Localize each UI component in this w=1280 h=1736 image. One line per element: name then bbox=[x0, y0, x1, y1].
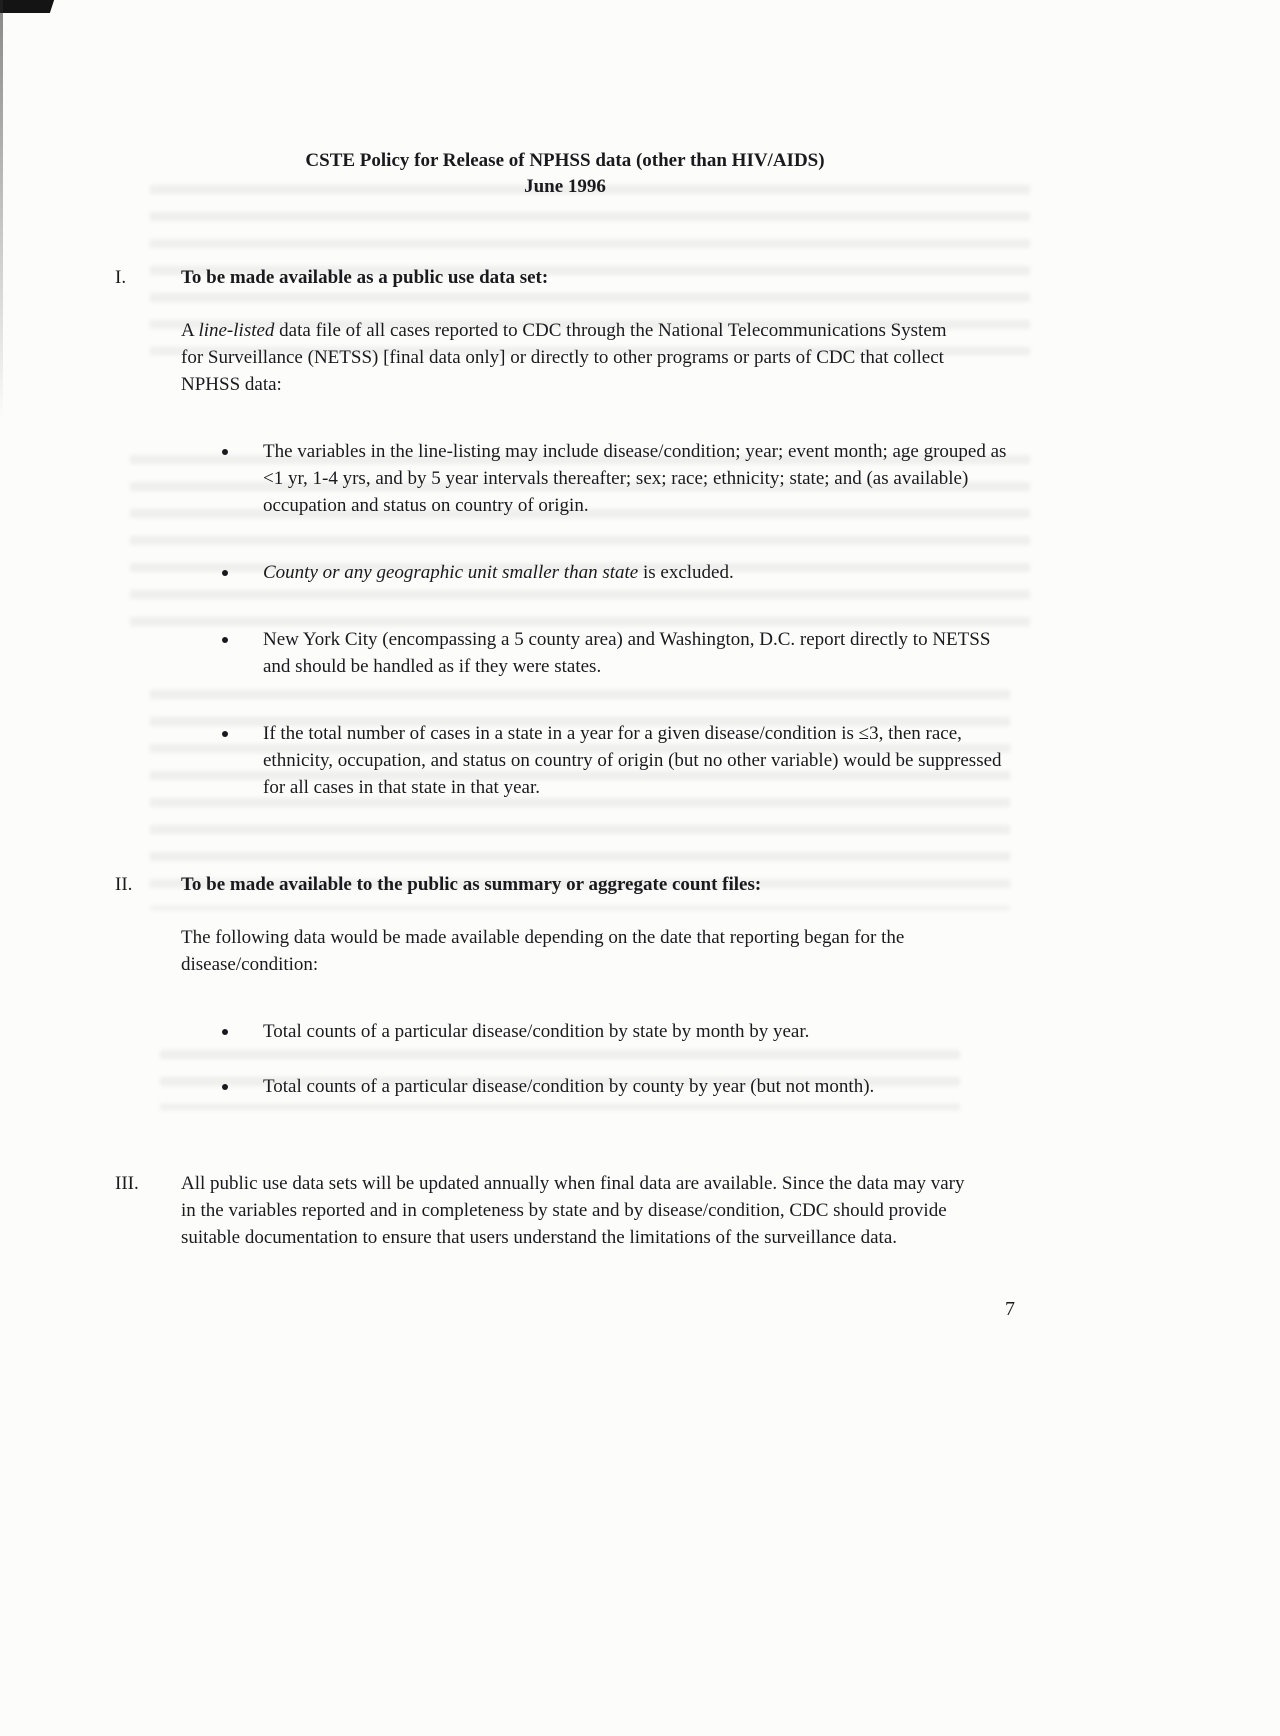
intro-text: A bbox=[181, 320, 199, 341]
bullet-item bbox=[220, 438, 1015, 519]
document-title-block bbox=[115, 148, 1015, 200]
section-1-heading-row bbox=[115, 264, 1015, 291]
bullet-item bbox=[220, 720, 1015, 801]
bullet-item bbox=[220, 559, 1015, 586]
page-number: 7 bbox=[1005, 1298, 1015, 1320]
bullet-item bbox=[220, 1018, 1015, 1045]
scan-artifact-left-edge bbox=[0, 0, 3, 420]
section-3-row bbox=[115, 1170, 1015, 1251]
section-1-heading: To be made available as a public use data set: bbox=[181, 267, 549, 288]
bullet-text: New York City (encompassing a 5 county area) and Washington, D.C. report directly to NETSS and should be handled as if they were states. bbox=[263, 629, 991, 677]
intro-text: data file of all cases reported to CDC through the National Telecommunications System for Surveillance (NETSS) [final data only] or directly to other programs or parts of CDC that collect NPHSS data: bbox=[181, 320, 947, 395]
section-1-numeral: I. bbox=[115, 267, 127, 288]
section-1-bullet-list bbox=[115, 438, 1015, 801]
bullet-text: The variables in the line-listing may include disease/condition; year; event month; age grouped as <1 yr, 1-4 yrs, and by 5 year intervals thereafter; sex; race; ethnicity; state; and (as available) occupation and status on country of origin. bbox=[263, 441, 1007, 516]
section-2-heading: To be made available to the public as summary or aggregate count files: bbox=[181, 874, 762, 895]
section-2-intro: The following data would be made available depending on the date that reporting began for the disease/condition: bbox=[181, 927, 905, 975]
section-3-numeral: III. bbox=[115, 1173, 139, 1194]
bullet-text: Total counts of a particular disease/condition by county by year (but not month). bbox=[263, 1076, 875, 1097]
bullet-item bbox=[220, 1073, 1015, 1100]
bullet-text: is excluded. bbox=[638, 562, 734, 583]
section-2-numeral: II. bbox=[115, 874, 133, 895]
scan-artifact-top-left bbox=[0, 0, 54, 13]
document-content bbox=[115, 0, 1015, 1251]
section-3-body: All public use data sets will be updated annually when final data are available. Since the data may vary in the variables reported and in completeness by state and by disease/condition, CDC should provide suitable documentation to ensure that users understand the limitations of the surveillance data. bbox=[181, 1173, 965, 1248]
bullet-italic-text: County or any geographic unit smaller than state bbox=[263, 562, 639, 583]
bullet-text: If the total number of cases in a state in a year for a given disease/condition is ≤3, then race, ethnicity, occupation, and status on country of origin (but no other variable) would be suppressed for all cases in that state in that year. bbox=[263, 723, 1002, 798]
section-1-intro bbox=[181, 317, 973, 398]
document-date: June 1996 bbox=[524, 176, 606, 197]
section-2-bullet-list bbox=[115, 1018, 1015, 1100]
bullet-text: Total counts of a particular disease/condition by state by month by year. bbox=[263, 1021, 810, 1042]
bullet-item bbox=[220, 626, 1015, 680]
intro-italic-text: line-listed bbox=[198, 320, 275, 341]
section-2-heading-row bbox=[115, 871, 1015, 898]
document-title: CSTE Policy for Release of NPHSS data (other than HIV/AIDS) bbox=[305, 150, 825, 171]
